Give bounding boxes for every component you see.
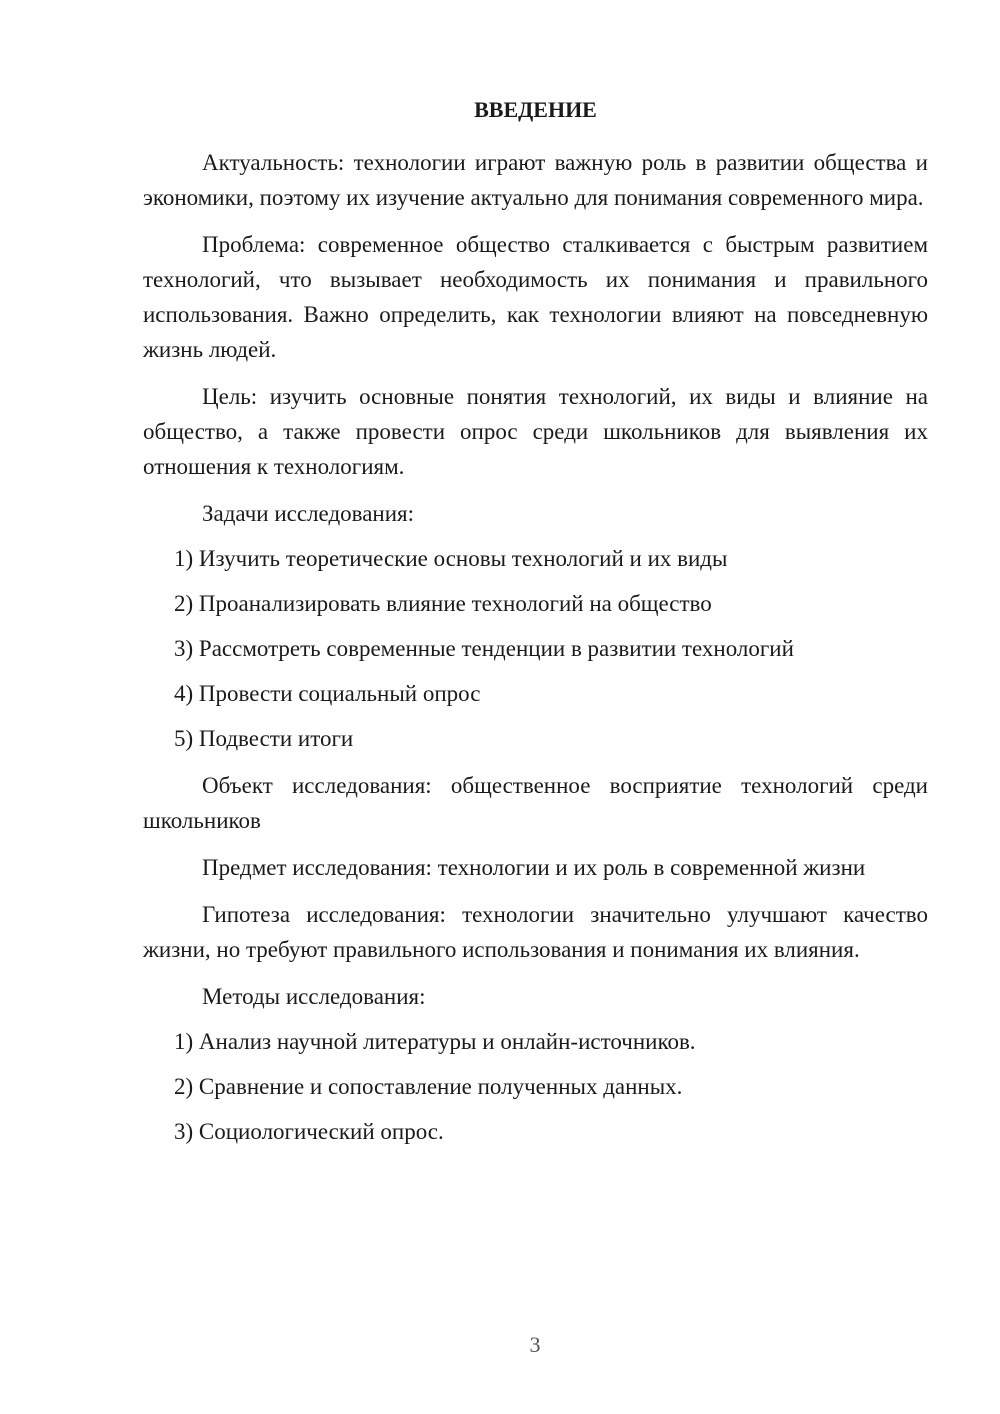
relevance-paragraph: Актуальность: технологии играют важную роль в развитии общества и экономики, поэтому их изучение актуально для понимания современного мира. xyxy=(143,150,928,210)
problem-paragraph: Проблема: современное общество сталкивается с быстрым развитием технологий, что вызывает необходимость их понимания и правильного использования. Важно определить, как технологии влияют на повседневную жизнь людей. xyxy=(143,232,928,362)
tasks-heading: Задачи исследования: xyxy=(202,501,415,526)
methods-list xyxy=(143,1024,928,1149)
task-item: 1) Изучить теоретические основы технологий и их виды xyxy=(174,546,728,571)
tasks-list xyxy=(143,541,928,756)
method-item: 3) Социологический опрос. xyxy=(174,1119,444,1144)
methods-heading: Методы исследования: xyxy=(202,984,426,1009)
subject-paragraph: Предмет исследования: технологии и их роль в современной жизни xyxy=(202,855,866,880)
hypothesis-paragraph: Гипотеза исследования: технологии значительно улучшают качество жизни, но требуют правильного использования и понимания их влияния. xyxy=(143,902,928,962)
method-item: 1) Анализ научной литературы и онлайн-источников. xyxy=(174,1029,696,1054)
task-item: 2) Проанализировать влияние технологий на общество xyxy=(174,591,712,616)
task-item: 4) Провести социальный опрос xyxy=(174,681,481,706)
method-item: 2) Сравнение и сопоставление полученных данных. xyxy=(174,1074,683,1099)
object-paragraph: Объект исследования: общественное восприятие технологий среди школьников xyxy=(143,773,928,833)
task-item: 5) Подвести итоги xyxy=(174,726,354,751)
goal-paragraph: Цель: изучить основные понятия технологий, их виды и влияние на общество, а также провести опрос среди школьников для выявления их отношения к технологиям. xyxy=(143,384,928,479)
page-content xyxy=(143,92,928,1161)
task-item: 3) Рассмотреть современные тенденции в развитии технологий xyxy=(174,636,794,661)
page-title: ВВЕДЕНИЕ xyxy=(474,97,597,122)
page-number: 3 xyxy=(529,1332,541,1357)
